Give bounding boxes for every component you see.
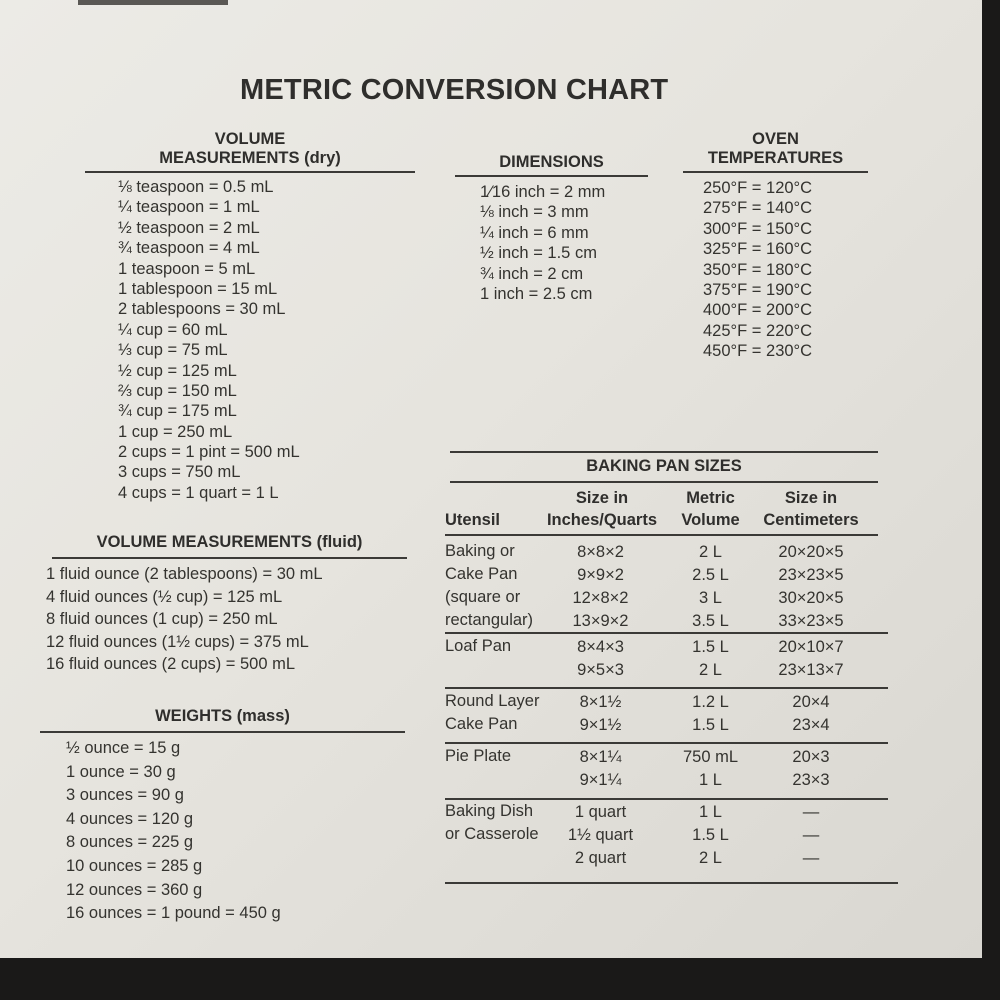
size-cm-column	[752, 746, 870, 792]
col-metric-l1: Metric	[686, 489, 735, 507]
utensil-column	[445, 745, 511, 768]
size-cm-cell: 33×23×5	[778, 612, 844, 630]
oven-temp-item: 275°F = 140°C	[703, 199, 813, 218]
metric-volume-cell: 2 L	[699, 543, 722, 561]
dimension-item: ¾ inch = 2 cm	[480, 264, 584, 283]
volume-dry-header-line2: MEASUREMENTS (dry)	[159, 149, 341, 167]
size-cm-cell: 20×4	[792, 693, 830, 711]
col-metric-volume	[673, 487, 748, 531]
utensil-cell: rectangular)	[445, 611, 534, 629]
size-inches-cell: 8×4×3	[577, 638, 624, 656]
volume-dry-rule	[85, 171, 415, 173]
volume-fluid-rule	[52, 557, 407, 559]
weight-item: 4 ounces = 120 g	[66, 809, 194, 828]
metric-volume-column	[673, 636, 748, 682]
utensil-cell: (square or	[445, 588, 521, 606]
baking-header: BAKING PAN SIZES	[586, 457, 742, 475]
volume-dry-item: 1 cup = 250 mL	[118, 422, 233, 441]
weight-item: 8 ounces = 225 g	[66, 833, 194, 852]
top-edge-strip	[78, 0, 228, 5]
weight-item: 12 ounces = 360 g	[66, 880, 203, 899]
baking-row-rule	[445, 742, 888, 744]
utensil-cell: Baking or	[445, 542, 515, 560]
oven-temp-item: 350°F = 180°C	[703, 260, 813, 279]
volume-dry-item: ¼ cup = 60 mL	[118, 320, 228, 339]
volume-fluid-list	[46, 563, 323, 676]
volume-dry-item: 3 cups = 750 mL	[118, 463, 241, 482]
metric-volume-cell: 1 L	[699, 771, 722, 789]
volume-dry-item: ¾ teaspoon = 4 mL	[118, 239, 260, 258]
size-inches-cell: 9×5×3	[577, 661, 624, 679]
oven-temp-item: 400°F = 200°C	[703, 301, 813, 320]
oven-list	[703, 178, 812, 362]
dimensions-list	[480, 182, 605, 304]
metric-volume-cell: 750 mL	[682, 748, 739, 766]
col-size-inches	[537, 487, 667, 531]
oven-rule	[683, 171, 868, 173]
utensil-column	[445, 540, 533, 632]
metric-volume-cell: 1.5 L	[692, 638, 729, 656]
weight-item: ½ ounce = 15 g	[66, 739, 181, 757]
size-inches-cell: 8×8×2	[577, 543, 624, 561]
size-inches-cell: 13×9×2	[572, 612, 629, 630]
metric-volume-cell: 3.5 L	[692, 612, 729, 630]
utensil-cell: Loaf Pan	[445, 637, 512, 655]
utensil-column	[445, 690, 539, 736]
utensil-cell: Pie Plate	[445, 747, 512, 765]
volume-dry-item: ⅓ cup = 75 mL	[118, 341, 228, 360]
col-size-inches-l1: Size in	[575, 489, 629, 507]
size-inches-cell: 12×8×2	[572, 589, 629, 607]
volume-dry-item: 1 tablespoon = 15 mL	[118, 279, 278, 298]
volume-dry-item: ½ cup = 125 mL	[118, 361, 237, 380]
col-size-cm	[752, 487, 870, 531]
oven-temp-item: 450°F = 230°C	[703, 342, 813, 361]
oven-temp-item: 300°F = 150°C	[703, 219, 813, 238]
dimension-item: 1 inch = 2.5 cm	[480, 284, 593, 303]
volume-dry-item: ½ teaspoon = 2 mL	[118, 218, 260, 237]
baking-row-rule	[445, 687, 888, 689]
volume-dry-item: ¼ teaspoon = 1 mL	[118, 198, 260, 217]
utensil-column	[445, 800, 539, 846]
oven-temp-item: 425°F = 220°C	[703, 321, 813, 340]
volume-dry-header	[85, 130, 415, 168]
baking-top-rule	[450, 451, 878, 453]
volume-dry-item: ⅛ teaspoon = 0.5 mL	[118, 178, 274, 196]
metric-volume-column	[673, 541, 748, 633]
size-inches-cell: 1 quart	[574, 803, 627, 821]
size-inches-cell: 8×1¼	[579, 748, 622, 766]
size-cm-cell: —	[802, 849, 820, 867]
size-cm-cell: 30×20×5	[778, 589, 844, 607]
oven-header-line1: OVEN	[752, 130, 799, 148]
dimension-item: ¼ inch = 6 mm	[480, 223, 589, 242]
dimension-item: ½ inch = 1.5 cm	[480, 244, 597, 263]
oven-header	[683, 130, 868, 168]
utensil-cell: Cake Pan	[445, 715, 518, 733]
size-inches-cell: 9×9×2	[577, 566, 624, 584]
metric-volume-cell: 3 L	[699, 589, 722, 607]
col-utensil: Utensil	[445, 511, 501, 529]
baking-column-rule	[445, 534, 878, 536]
utensil-column	[445, 635, 511, 658]
volume-fluid-header: VOLUME MEASUREMENTS (fluid)	[96, 533, 363, 551]
utensil-cell: or Casserole	[445, 825, 539, 843]
metric-volume-cell: 1.5 L	[692, 716, 729, 734]
metric-volume-cell: 1.5 L	[692, 826, 729, 844]
size-cm-cell: 23×3	[792, 771, 830, 789]
volume-dry-header-line1: VOLUME	[214, 130, 286, 148]
oven-temp-item: 250°F = 120°C	[703, 179, 813, 197]
size-cm-column	[752, 801, 870, 870]
volume-fluid-item: 12 fluid ounces (1½ cups) = 375 mL	[46, 632, 309, 651]
size-inches-cell: 2 quart	[574, 849, 627, 867]
weight-item: 1 ounce = 30 g	[66, 762, 176, 781]
size-cm-cell: 23×4	[792, 716, 830, 734]
weights-rule	[40, 731, 405, 733]
utensil-cell: Round Layer	[445, 692, 540, 710]
volume-fluid-item: 8 fluid ounces (1 cup) = 250 mL	[46, 610, 278, 629]
metric-volume-cell: 1 L	[699, 803, 722, 821]
volume-fluid-item: 4 fluid ounces (½ cup) = 125 mL	[46, 587, 283, 606]
oven-temp-item: 325°F = 160°C	[703, 240, 813, 259]
dimensions-header: DIMENSIONS	[499, 153, 604, 171]
weights-header: WEIGHTS (mass)	[155, 707, 290, 725]
col-size-inches-l2: Inches/Quarts	[546, 511, 658, 529]
size-cm-column	[752, 541, 870, 633]
weights-list	[66, 738, 281, 927]
size-inches-column	[548, 691, 653, 737]
metric-volume-column	[673, 691, 748, 737]
col-size-cm-l1: Size in	[784, 489, 838, 507]
size-inches-column	[548, 746, 653, 792]
dimension-item: 1⁄16 inch = 2 mm	[480, 183, 606, 201]
volume-dry-item: 4 cups = 1 quart = 1 L	[118, 483, 279, 502]
size-inches-cell: 8×1½	[579, 693, 622, 711]
dimensions-rule	[455, 175, 648, 177]
baking-row-rule	[445, 882, 898, 884]
weight-item: 16 ounces = 1 pound = 450 g	[66, 904, 281, 923]
size-inches-cell: 9×1½	[579, 716, 622, 734]
size-cm-cell: 23×13×7	[778, 661, 844, 679]
size-cm-column	[752, 691, 870, 737]
oven-temp-item: 375°F = 190°C	[703, 280, 813, 299]
volume-dry-item: ⅔ cup = 150 mL	[118, 381, 237, 400]
volume-dry-item: ¾ cup = 175 mL	[118, 402, 237, 421]
size-inches-cell: 9×1¼	[579, 771, 622, 789]
col-size-cm-l2: Centimeters	[763, 511, 859, 529]
metric-volume-column	[673, 801, 748, 870]
weight-item: 10 ounces = 285 g	[66, 856, 203, 875]
volume-dry-item: 1 teaspoon = 5 mL	[118, 259, 256, 278]
volume-fluid-item: 16 fluid ounces (2 cups) = 500 mL	[46, 655, 296, 674]
metric-volume-cell: 1.2 L	[692, 693, 729, 711]
size-inches-column	[548, 801, 653, 870]
volume-dry-list	[118, 177, 300, 503]
oven-header-line2: TEMPERATURES	[707, 149, 844, 167]
size-inches-column	[548, 541, 653, 633]
metric-volume-cell: 2 L	[699, 661, 722, 679]
size-cm-cell: 20×20×5	[778, 543, 844, 561]
metric-volume-column	[673, 746, 748, 792]
utensil-cell: Baking Dish	[445, 802, 534, 820]
baking-row-rule	[445, 632, 888, 634]
volume-fluid-item: 1 fluid ounce (2 tablespoons) = 30 mL	[46, 565, 323, 583]
page-title: METRIC CONVERSION CHART	[240, 74, 669, 106]
utensil-cell: Cake Pan	[445, 565, 518, 583]
col-metric-l2: Volume	[681, 511, 740, 529]
size-cm-column	[752, 636, 870, 682]
dimension-item: ⅛ inch = 3 mm	[480, 203, 589, 222]
metric-volume-cell: 2 L	[699, 849, 722, 867]
metric-volume-cell: 2.5 L	[692, 566, 729, 584]
size-cm-cell: —	[802, 826, 820, 844]
size-cm-cell: 20×3	[792, 748, 830, 766]
volume-dry-item: 2 tablespoons = 30 mL	[118, 300, 286, 319]
volume-dry-item: 2 cups = 1 pint = 500 mL	[118, 443, 300, 462]
weight-item: 3 ounces = 90 g	[66, 786, 184, 805]
size-cm-cell: 20×10×7	[778, 638, 844, 656]
size-inches-cell: 1½ quart	[567, 826, 634, 844]
size-cm-cell: 23×23×5	[778, 566, 844, 584]
size-cm-cell: —	[802, 803, 820, 821]
baking-header-rule	[450, 481, 878, 483]
size-inches-column	[548, 636, 653, 682]
